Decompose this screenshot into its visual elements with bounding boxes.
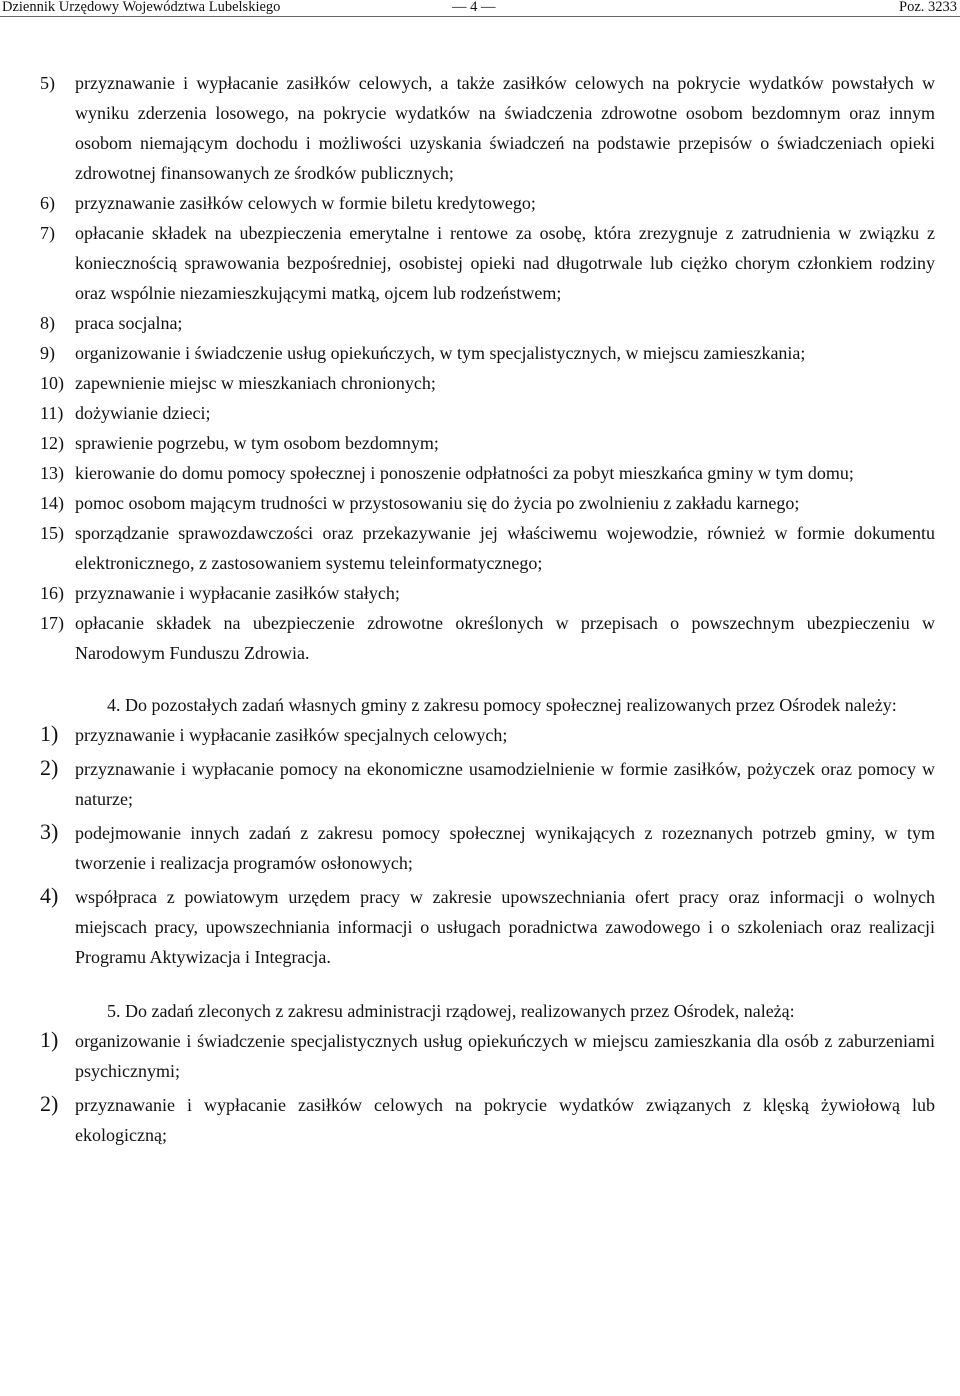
- list-item: [40, 1026, 935, 1086]
- item-text: organizowanie i świadczenie specjalistycznych usług opiekuńczych w miejscu zamieszkania dla osób z zaburzeniami psychicznymi;: [75, 1031, 935, 1081]
- item-text: sporządzanie sprawozdawczości oraz przekazywanie jej właściwemu wojewodzie, również w formie dokumentu elektronicznego, z zastosowaniem systemu teleinformatycznego;: [75, 523, 935, 573]
- item-text: przyznawanie i wypłacanie zasiłków specjalnych celowych;: [75, 725, 508, 745]
- list-item: [40, 488, 935, 518]
- list-item: [40, 578, 935, 608]
- item-text: przyznawanie i wypłacanie zasiłków stałych;: [75, 583, 400, 603]
- item-text: praca socjalna;: [75, 313, 183, 333]
- item-number: 6): [40, 193, 55, 213]
- list-item: [40, 518, 935, 578]
- item-text: opłacanie składek na ubezpieczenie zdrowotne określonych w przepisach o powszechnym ubezpieczeniu w Narodowym Funduszu Zdrowia.: [75, 613, 935, 663]
- spacer: [40, 972, 935, 996]
- item-number: 1): [40, 1027, 59, 1052]
- item-text: zapewnienie miejsc w mieszkaniach chronionych;: [75, 373, 436, 393]
- position-number: Poz. 3233: [899, 0, 957, 15]
- list-item: [40, 68, 935, 188]
- item-text: dożywianie dzieci;: [75, 403, 211, 423]
- item-number: 10): [40, 373, 64, 393]
- list-c: [40, 1026, 935, 1150]
- item-text: kierowanie do domu pomocy społecznej i ponoszenie odpłatności za pobyt mieszkańca gminy w tym domu;: [75, 463, 854, 483]
- item-text: przyznawanie i wypłacanie zasiłków celowych na pokrycie wydatków związanych z klęską żywiołową lub ekologiczną;: [75, 1095, 935, 1145]
- item-text: organizowanie i świadczenie usług opiekuńczych, w tym specjalistycznych, w miejscu zamieszkania;: [75, 343, 806, 363]
- item-number: 2): [40, 755, 59, 780]
- header-rule: [0, 16, 960, 17]
- item-number: 2): [40, 1091, 59, 1116]
- item-number: 5): [40, 73, 55, 93]
- list-item: [40, 428, 935, 458]
- document-body: [40, 68, 935, 1150]
- item-number: 16): [40, 583, 64, 603]
- item-text: podejmowanie innych zadań z zakresu pomocy społecznej wynikających z rozeznanych potrzeb gminy, w tym tworzenie i realizacja programów osłonowych;: [75, 823, 935, 873]
- list-item: [40, 458, 935, 488]
- paragraph-4: 4. Do pozostałych zadań własnych gminy z zakresu pomocy społecznej realizowanych przez Ośrodek należy:: [107, 695, 897, 715]
- item-text: przyznawanie i wypłacanie pomocy na ekonomiczne usamodzielnienie w formie zasiłków, pożyczek oraz pomocy w naturze;: [75, 759, 935, 809]
- item-number: 9): [40, 343, 55, 363]
- list-item: [40, 218, 935, 308]
- item-number: 17): [40, 613, 64, 633]
- item-number: 11): [40, 403, 64, 423]
- list-item: [40, 1090, 935, 1150]
- list-item: [40, 882, 935, 972]
- list-item: [40, 338, 935, 368]
- journal-title: Dziennik Urzędowy Województwa Lubelskiego: [2, 0, 281, 15]
- list-item: [40, 754, 935, 814]
- list-b: [40, 720, 935, 972]
- page-header: [0, 0, 960, 20]
- list-item: [40, 398, 935, 428]
- item-number: 3): [40, 819, 59, 844]
- list-a: [40, 68, 935, 668]
- list-item: [40, 308, 935, 338]
- item-number: 7): [40, 223, 55, 243]
- item-number: 12): [40, 433, 64, 453]
- list-item: [40, 720, 935, 750]
- item-number: 8): [40, 313, 55, 333]
- item-text: sprawienie pogrzebu, w tym osobom bezdomnym;: [75, 433, 439, 453]
- list-item: [40, 188, 935, 218]
- item-text: przyznawanie zasiłków celowych w formie biletu kredytowego;: [75, 193, 536, 213]
- list-item: [40, 818, 935, 878]
- item-number: 13): [40, 463, 64, 483]
- item-text: współpraca z powiatowym urzędem pracy w zakresie upowszechniania ofert pracy oraz informacji o wolnych miejscach pracy, upowszechniania informacji o usługach poradnictwa zawodowego i o szkoleniach oraz realizacji Programu Aktywizacja i Integracja.: [75, 887, 935, 967]
- item-text: pomoc osobom mającym trudności w przystosowaniu się do życia po zwolnieniu z zakładu karnego;: [75, 493, 800, 513]
- item-text: przyznawanie i wypłacanie zasiłków celowych, a także zasiłków celowych na pokrycie wydatków powstałych w wyniku zderzenia losowego, na pokrycie wydatków na świadczenia zdrowotne osobom bezdomnym oraz innym osobom niemającym dochodu i możliwości uzyskania świadczeń na podstawie przepisów o świadczeniach opieki zdrowotnej finansowanych ze środków publicznych;: [75, 73, 935, 183]
- paragraph-5: 5. Do zadań zleconych z zakresu administracji rządowej, realizowanych przez Ośrodek, należą:: [107, 1001, 795, 1021]
- list-item: [40, 368, 935, 398]
- item-text: opłacanie składek na ubezpieczenia emerytalne i rentowe za osobę, która zrezygnuje z zatrudnienia w związku z koniecznością sprawowania bezpośredniej, osobistej opieki nad długotrwale lub ciężko chorym członkiem rodziny oraz wspólnie niezamieszkującymi matką, ojcem lub rodzeństwem;: [75, 223, 935, 303]
- page-number: — 4 —: [452, 0, 496, 15]
- item-number: 1): [40, 721, 59, 746]
- item-number: 4): [40, 883, 59, 908]
- list-item: [40, 608, 935, 668]
- item-number: 14): [40, 493, 64, 513]
- item-number: 15): [40, 523, 64, 543]
- spacer: [40, 668, 935, 690]
